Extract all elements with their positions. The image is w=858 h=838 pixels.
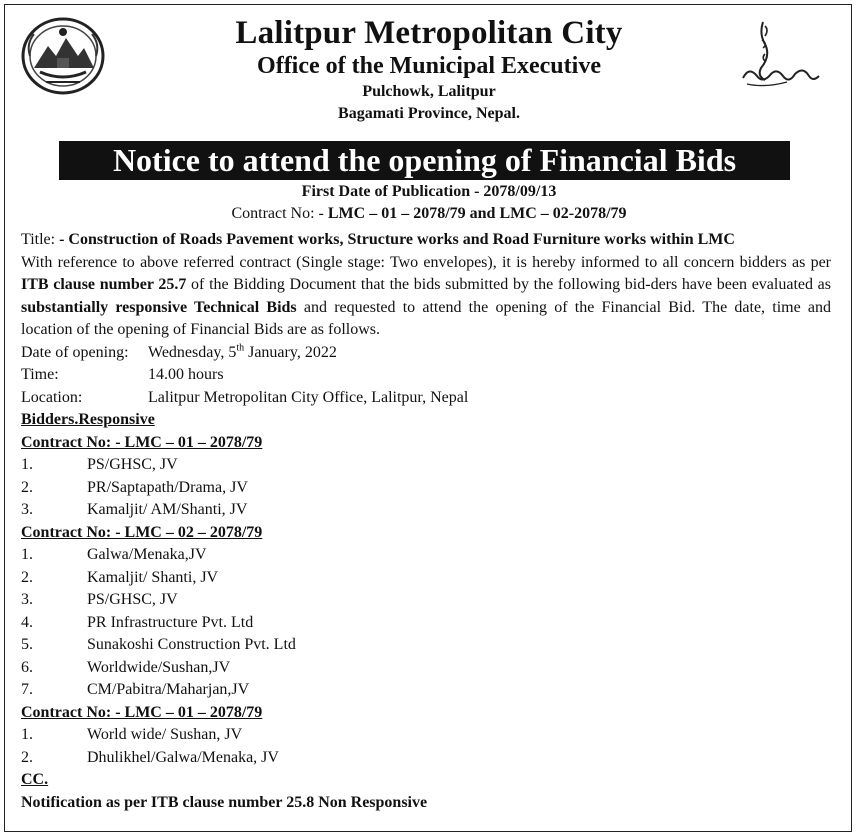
contract-group-heading: Contract No: - LMC – 02 – 2078/79 <box>21 523 263 541</box>
list-item: 7. CM/Pabitra/Maharjan,JV <box>21 681 250 698</box>
notice-header <box>0 14 858 125</box>
org-name: Lalitpur Metropolitan City <box>235 15 623 51</box>
list-item: 3. PS/GHSC, JV <box>21 591 178 608</box>
footer-note: Notification as per ITB clause number 25.8 Non Responsive <box>21 793 428 811</box>
address-line-2: Bagamati Province, Nepal. <box>338 105 520 122</box>
location-row <box>21 387 831 410</box>
cc-heading: CC. <box>21 771 49 788</box>
list-item: 4. PR Infrastructure Pvt. Ltd <box>21 613 254 631</box>
location-label: Location: <box>21 388 83 406</box>
list-item: 5. Sunakoshi Construction Pvt. Ltd <box>21 636 296 653</box>
contract-number-line <box>0 203 858 225</box>
paragraph-bold-1: ITB clause number 25.7 <box>21 276 187 293</box>
contract-value: LMC – 01 – 2078/79 and LMC – 02-2078/79 <box>327 205 627 222</box>
list-item: 2. Dhulikhel/Galwa/Menaka, JV <box>21 748 279 766</box>
paragraph-bold-2: substantially responsive Technical Bids <box>21 298 297 316</box>
title-value: - Construction of Roads Pavement works, Structure works and Road Furniture works within LMC <box>55 231 735 248</box>
list-item: 2. Kamaljit/ Shanti, JV <box>21 568 219 586</box>
time-label: Time: <box>21 366 59 383</box>
bidders-heading: Bidders.Responsive <box>21 411 155 428</box>
contract-group-heading: Contract No: - LMC – 01 – 2078/79 <box>21 703 263 721</box>
time-value: 14.00 hours <box>148 366 224 383</box>
list-item: 1. Galwa/Menaka,JV <box>21 546 207 563</box>
date-value: Wednesday, 5th January, 2022 <box>148 342 337 361</box>
list-item: 3. Kamaljit/ AM/Shanti, JV <box>21 501 248 518</box>
publication-date: First Date of Publication - 2078/09/13 <box>301 183 557 200</box>
title-line <box>21 229 831 252</box>
intro-paragraph <box>21 252 831 342</box>
contract-label: Contract No: - <box>231 205 328 222</box>
list-item: 2. PR/Saptapath/Drama, JV <box>21 478 248 496</box>
contract-group-heading: Contract No: - LMC – 01 – 2078/79 <box>21 433 263 451</box>
list-item: 1. World wide/ Sushan, JV <box>21 726 243 743</box>
paragraph-part-3: and requested to attend the opening of the Financial Bid. The date, time and location of the opening of Financial Bids are as follows. <box>21 298 832 338</box>
list-item: 6. Worldwide/Sushan,JV <box>21 658 231 676</box>
location-value: Lalitpur Metropolitan City Office, Lalitpur, Nepal <box>148 388 469 406</box>
address-line-1: Pulchowk, Lalitpur <box>362 83 496 100</box>
date-label: Date of opening: <box>21 343 129 361</box>
notice-body <box>21 229 831 814</box>
time-row <box>21 364 831 387</box>
office-name: Office of the Municipal Executive <box>257 53 601 79</box>
title-label: Title: <box>21 231 56 248</box>
notice-banner: Notice to attend the opening of Financial Bids <box>59 141 790 180</box>
paragraph-part-2: of the Bidding Document that the bids submitted by the following bid-ders have been evaluated as <box>186 276 832 293</box>
date-row <box>21 342 831 365</box>
list-item: 1. PS/GHSC, JV <box>21 456 178 473</box>
paragraph-part-1: With reference to above referred contract (Single stage: Two envelopes), it is hereby informed to all concern bidders as per <box>21 253 831 271</box>
